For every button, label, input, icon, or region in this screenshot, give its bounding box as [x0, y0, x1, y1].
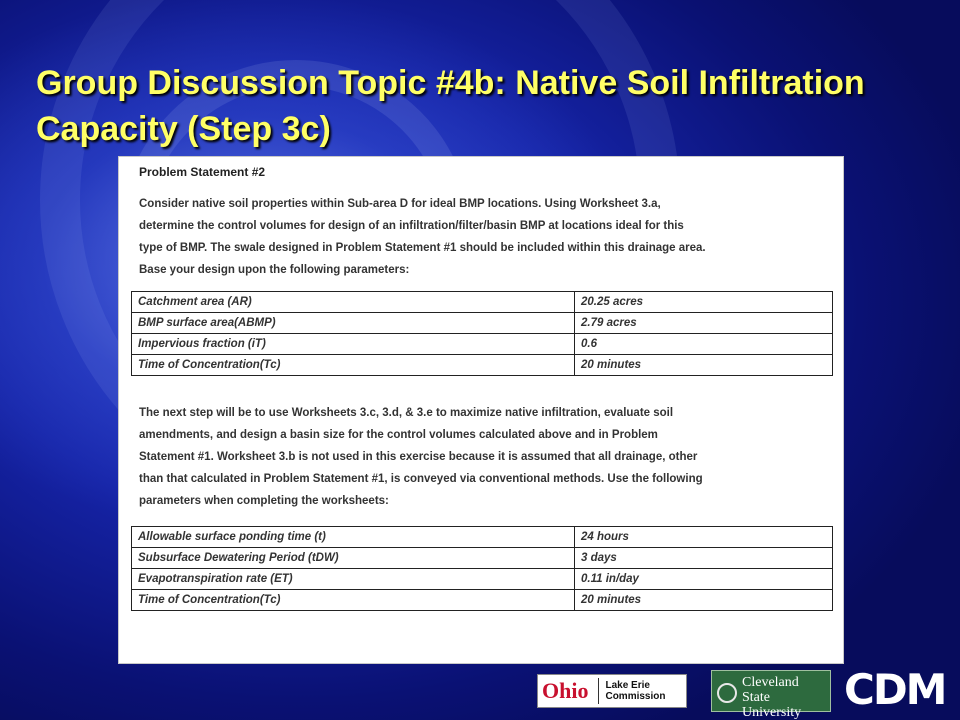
value-cell: 0.6 — [575, 334, 833, 355]
param-cell: Impervious fraction (iT) — [132, 334, 575, 355]
table-row — [132, 355, 833, 376]
csu-line-1: Cleveland State — [742, 675, 799, 705]
param-cell: Subsurface Dewatering Period (tDW) — [132, 548, 575, 569]
paragraph-line: Base your design upon the following parameters: — [139, 264, 410, 276]
param-cell: Evapotranspiration rate (ET) — [132, 569, 575, 590]
value-cell: 20.25 acres — [575, 292, 833, 313]
paragraph-line: than that calculated in Problem Statement #1, is conveyed via conventional methods. Use the following — [139, 473, 703, 485]
problem-statement-document — [119, 157, 843, 663]
table-row — [132, 334, 833, 355]
table-row — [132, 548, 833, 569]
param-cell: BMP surface area(ABMP) — [132, 313, 575, 334]
paragraph-line: amendments, and design a basin size for the control volumes calculated above and in Problem — [139, 429, 658, 441]
paragraph-line: determine the control volumes for design of an infiltration/filter/basin BMP at locations ideal for this — [139, 220, 684, 232]
cdm-logo: CDM — [844, 665, 946, 714]
table-row — [132, 292, 833, 313]
logo-divider — [598, 678, 599, 704]
value-cell: 20 minutes — [575, 355, 833, 376]
document-heading: Problem Statement #2 — [139, 165, 266, 179]
param-cell: Allowable surface ponding time (t) — [132, 527, 575, 548]
table-row — [132, 590, 833, 611]
commission-line: Commission — [605, 691, 666, 702]
table-row — [132, 569, 833, 590]
value-cell: 20 minutes — [575, 590, 833, 611]
slide-title: Group Discussion Topic #4b: Native Soil Infiltration Capacity (Step 3c) — [36, 64, 865, 148]
csu-line-2: University — [742, 705, 802, 720]
cleveland-state-university-logo — [711, 670, 831, 720]
lake-erie-line: Lake Erie — [605, 680, 650, 691]
param-cell: Time of Concentration(Tc) — [132, 355, 575, 376]
value-cell: 24 hours — [575, 527, 833, 548]
ohio-lake-erie-commission-logo — [537, 674, 687, 708]
parameters-table-2 — [131, 526, 833, 611]
value-cell: 3 days — [575, 548, 833, 569]
table-row — [132, 313, 833, 334]
paragraph-line: Statement #1. Worksheet 3.b is not used in this exercise because it is assumed that all drainage, other — [139, 451, 698, 463]
paragraph-line: type of BMP. The swale designed in Problem Statement #1 should be included within this drainage area. — [139, 242, 706, 254]
param-cell: Catchment area (AR) — [132, 292, 575, 313]
ohio-wordmark: Ohio — [542, 678, 589, 703]
paragraph-line: The next step will be to use Worksheets 3.c, 3.d, & 3.e to maximize native infiltration, evaluate soil — [139, 407, 674, 419]
paragraph-line: Consider native soil properties within Sub-area D for ideal BMP locations. Using Worksheet 3.a, — [139, 198, 661, 210]
lake-erie-commission-text — [605, 680, 665, 702]
param-cell: Time of Concentration(Tc) — [132, 590, 575, 611]
table-row — [132, 527, 833, 548]
value-cell: 2.79 acres — [575, 313, 833, 334]
parameters-table-1 — [131, 291, 833, 376]
university-seal-icon — [717, 683, 737, 703]
value-cell: 0.11 in/day — [575, 569, 833, 590]
paragraph-line: parameters when completing the worksheets: — [139, 495, 389, 507]
